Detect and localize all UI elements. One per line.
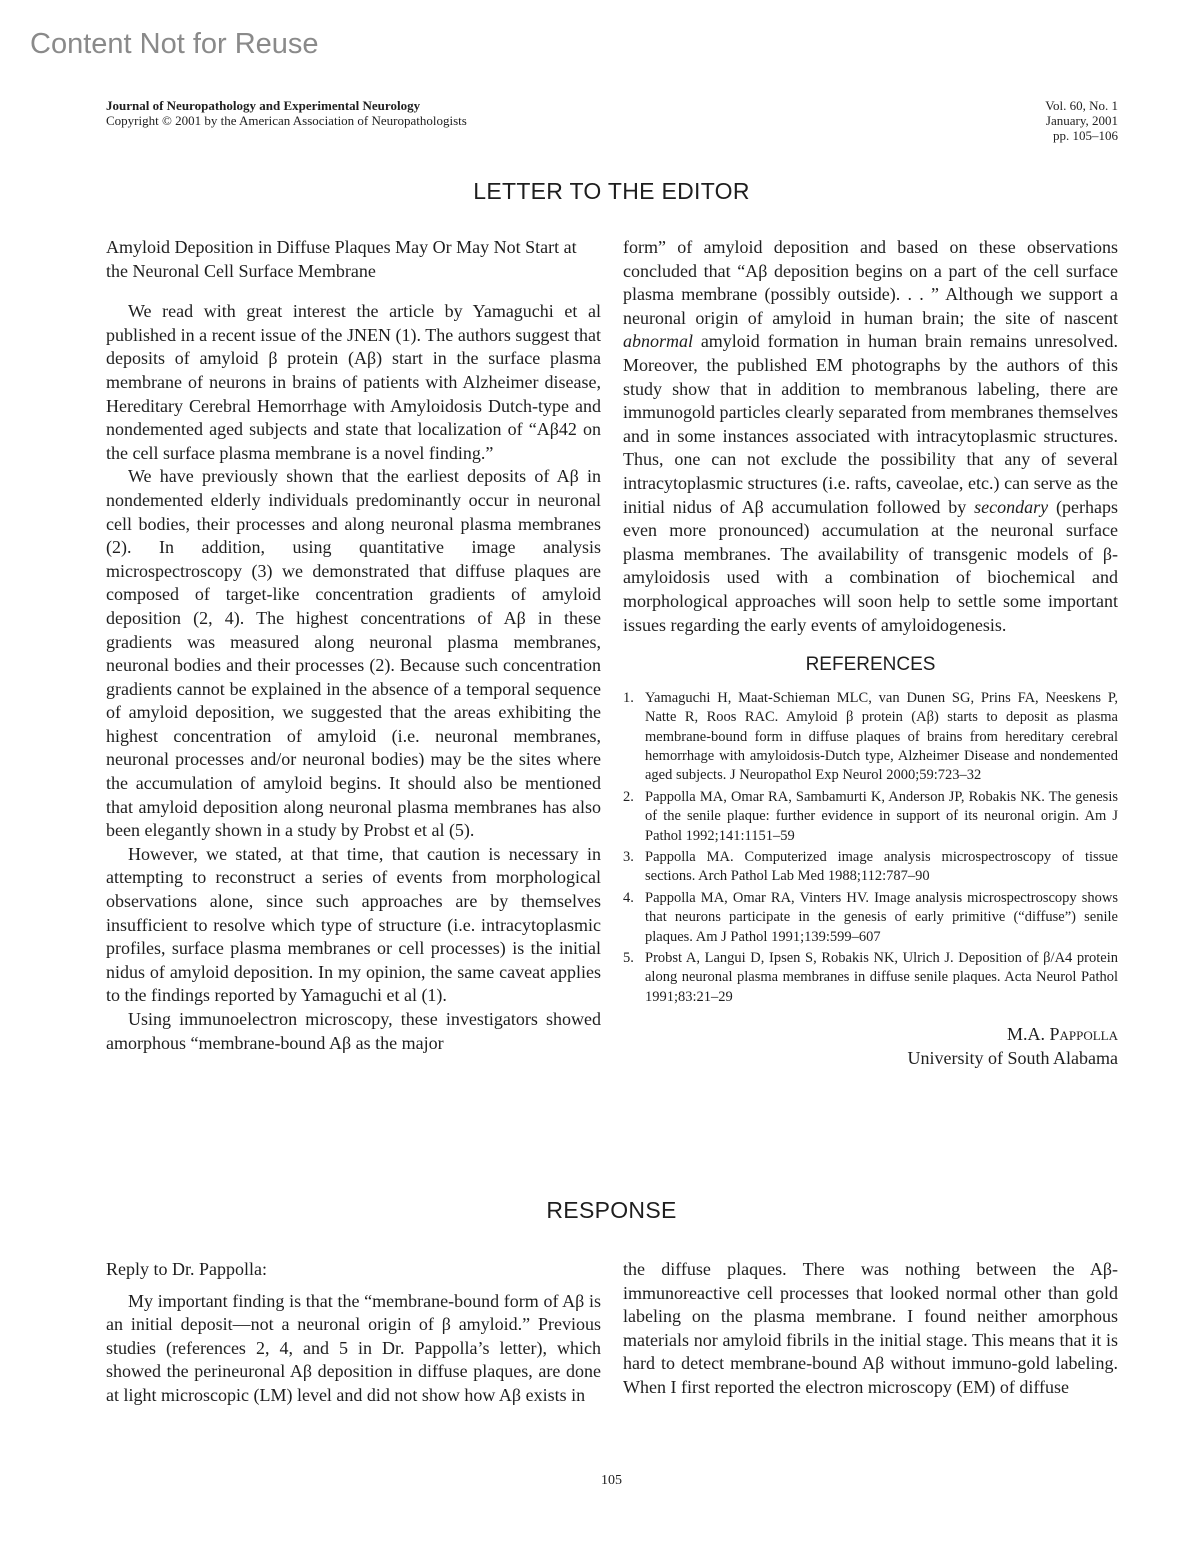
date-line: January, 2001 (1045, 113, 1118, 128)
response-paragraph-continued: the diffuse plaques. There was nothing between the Aβ-immunoreactive cell processes that looked normal other than gold labeling on the plasma membrane. I found neither amorphous materials nor amyloid fibrils in the initial stage. This means that it is hard to detect membrane-bound Aβ without immuno-gold labeling. When I first reported the electron microscopy (EM) of diffuse (623, 1259, 1118, 1397)
references-heading: REFERENCES (805, 654, 936, 676)
signature (623, 1023, 1118, 1070)
letter-paragraph-continued (623, 236, 1118, 637)
text-run: (perhaps even more pronounced) accumulation at the neuronal surface plasma membranes. The availability of transgenic models of β-amyloidosis used with a combination of biochemical and morphological approaches will soon help to settle some important issues regarding the early events of amyloidogenesis. (623, 496, 1118, 635)
watermark: Content Not for Reuse (30, 28, 319, 60)
letter-right-column (623, 236, 1118, 1070)
text-run: form” of amyloid deposition and based on these observations concluded that “Aβ deposition begins on a part of the cell surface plasma membrane (possibly outside). . . ” Although we support a neuronal origin of amyloid in human brain; the site of nascent (623, 237, 1118, 328)
reference-number: 1. (623, 689, 634, 706)
letter-left-column (106, 236, 601, 1055)
emphasis-secondary: secondary (974, 496, 1049, 517)
letter-heading: LETTER TO THE EDITOR (473, 178, 750, 204)
response-heading: RESPONSE (546, 1197, 677, 1223)
reference-number: 3. (623, 848, 634, 865)
reference-number: 4. (623, 889, 634, 906)
reference-number: 5. (623, 949, 634, 966)
response-salutation: Reply to Dr. Pappolla: (106, 1259, 267, 1279)
journal-name: Journal of Neuropathology and Experimental Neurology (106, 98, 421, 113)
reference-text: Pappolla MA, Omar RA, Sambamurti K, Anderson JP, Robakis NK. The genesis of the senile plaque: further evidence in support of its neuronal origin. Am J Pathol 1992;141:1151–59 (645, 788, 1118, 844)
emphasis-abnormal: abnormal (623, 331, 694, 352)
signature-name: M.A. Pappolla (1006, 1024, 1118, 1045)
reference-text: Pappolla MA, Omar RA, Vinters HV. Image analysis microspectroscopy shows that neurons participate in the genesis of early primitive (“diffuse”) senile plaques. Am J Pathol 1991;139:599–607 (645, 889, 1118, 945)
reference-text: Yamaguchi H, Maat-Schieman MLC, van Dunen SG, Prins FA, Neeskens P, Natte R, Roos RAC. Amyloid β protein (Aβ) starts to deposit as plasma membrane-bound form in diffuse plaques of brains from hereditary cerebral hemorrhage with amyloidosis-Dutch type, Alzheimer Disease and nondemented aged subjects. J Neuropathol Exp Neurol 2000;59:723–32 (645, 689, 1118, 784)
letter-paragraph: We have previously shown that the earliest deposits of Aβ in nondemented elderly individuals predominantly occur in neuronal cell bodies, their processes and along neuronal plasma membranes (2). In addition, using quantitative image analysis microspectroscopy (3) we demonstrated that diffuse plaques are composed of target-like concentration gradients of amyloid deposition (2, 4). The highest concentrations of Aβ in these gradients was measured along neuronal plasma membranes, neuronal bodies and their processes (2). Because such concentration gradients cannot be explained in the absence of a temporal sequence of amyloid deposition, we suggested that the areas exhibiting the highest concentration of amyloid (i.e. neuronal membranes, neuronal processes and/or neuronal bodies) may be the sites where the accumulation of amyloid begins. It should also be mentioned that amyloid deposition along neuronal plasma membranes has also been elegantly shown in a study by Probst et al (5). (106, 466, 601, 841)
response-left-column (106, 1258, 601, 1408)
reference-item (623, 848, 1118, 887)
reference-item (623, 689, 1118, 786)
reference-item (623, 788, 1118, 846)
text-run: amyloid formation in human brain remains unresolved. Moreover, the published EM photographs by the authors of this study show that in addition to membranous labeling, there are immunogold particles clearly separated from membranes themselves and in some instances associated with intracytoplasmic structures. Thus, one can not exclude the possibility that any of several intracytoplasmic structures (i.e. rafts, caveolae, etc.) can serve as the initial nidus of Aβ accumulation followed by (623, 331, 1118, 517)
reference-text: Pappolla MA. Computerized image analysis microspectroscopy of tissue sections. Arch Pathol Lab Med 1988;112:787–90 (645, 848, 1118, 885)
reference-item (623, 949, 1118, 1007)
signature-affiliation: University of South Alabama (907, 1047, 1118, 1068)
letter-paragraph: However, we stated, at that time, that caution is necessary in attempting to reconstruct a series of events from morphological observations alone, since such approaches are by themselves insufficient to resolve which type of structure (i.e. intracytoplasmic profiles, surface plasma membranes or cell processes) is the initial nidus of amyloid deposition. In my opinion, the same caveat applies to the findings reported by Yamaguchi et al (1). (106, 843, 601, 1006)
reference-number: 2. (623, 788, 634, 805)
page-number: 105 (601, 1473, 622, 1488)
letter-title: Amyloid Deposition in Diffuse Plaques May Or May Not Start at the Neuronal Cell Surface Membrane (106, 237, 577, 281)
copyright-line: Copyright © 2001 by the American Association of Neuropathologists (106, 113, 467, 128)
issue-info (1045, 98, 1118, 143)
reference-item (623, 889, 1118, 947)
letter-paragraph: Using immunoelectron microscopy, these investigators showed amorphous “membrane-bound Aβ as the major (106, 1009, 601, 1053)
references-list (623, 689, 1118, 1008)
letter-paragraph: We read with great interest the article by Yamaguchi et al published in a recent issue of the JNEN (1). The authors suggest that deposits of amyloid β protein (Aβ) start in the surface plasma membrane of neurons in brains of patients with Alzheimer disease, Hereditary Cerebral Hemorrhage with Amyloidosis Dutch-type and nondemented aged subjects and state that localization of “Aβ42 on the cell surface plasma membrane is a novel finding.” (106, 301, 601, 463)
journal-info (106, 98, 467, 128)
volume-line: Vol. 60, No. 1 (1045, 98, 1118, 113)
pages-line: pp. 105–106 (1053, 128, 1118, 143)
response-right-column (623, 1258, 1118, 1400)
reference-text: Probst A, Langui D, Ipsen S, Robakis NK, Ulrich J. Deposition of β/A4 protein along neuronal plasma membranes in diffuse senile plaques. Acta Neurol Pathol 1991;83:21–29 (645, 949, 1118, 1005)
response-paragraph: My important finding is that the “membrane-bound form of Aβ is an initial deposit—not a neuronal origin of β amyloid.” Previous studies (references 2, 4, and 5 in Dr. Pappolla’s letter), which showed the perineuronal Aβ deposition in diffuse plaques, are done at light microscopic (LM) level and did not show how Aβ exists in (106, 1290, 601, 1405)
